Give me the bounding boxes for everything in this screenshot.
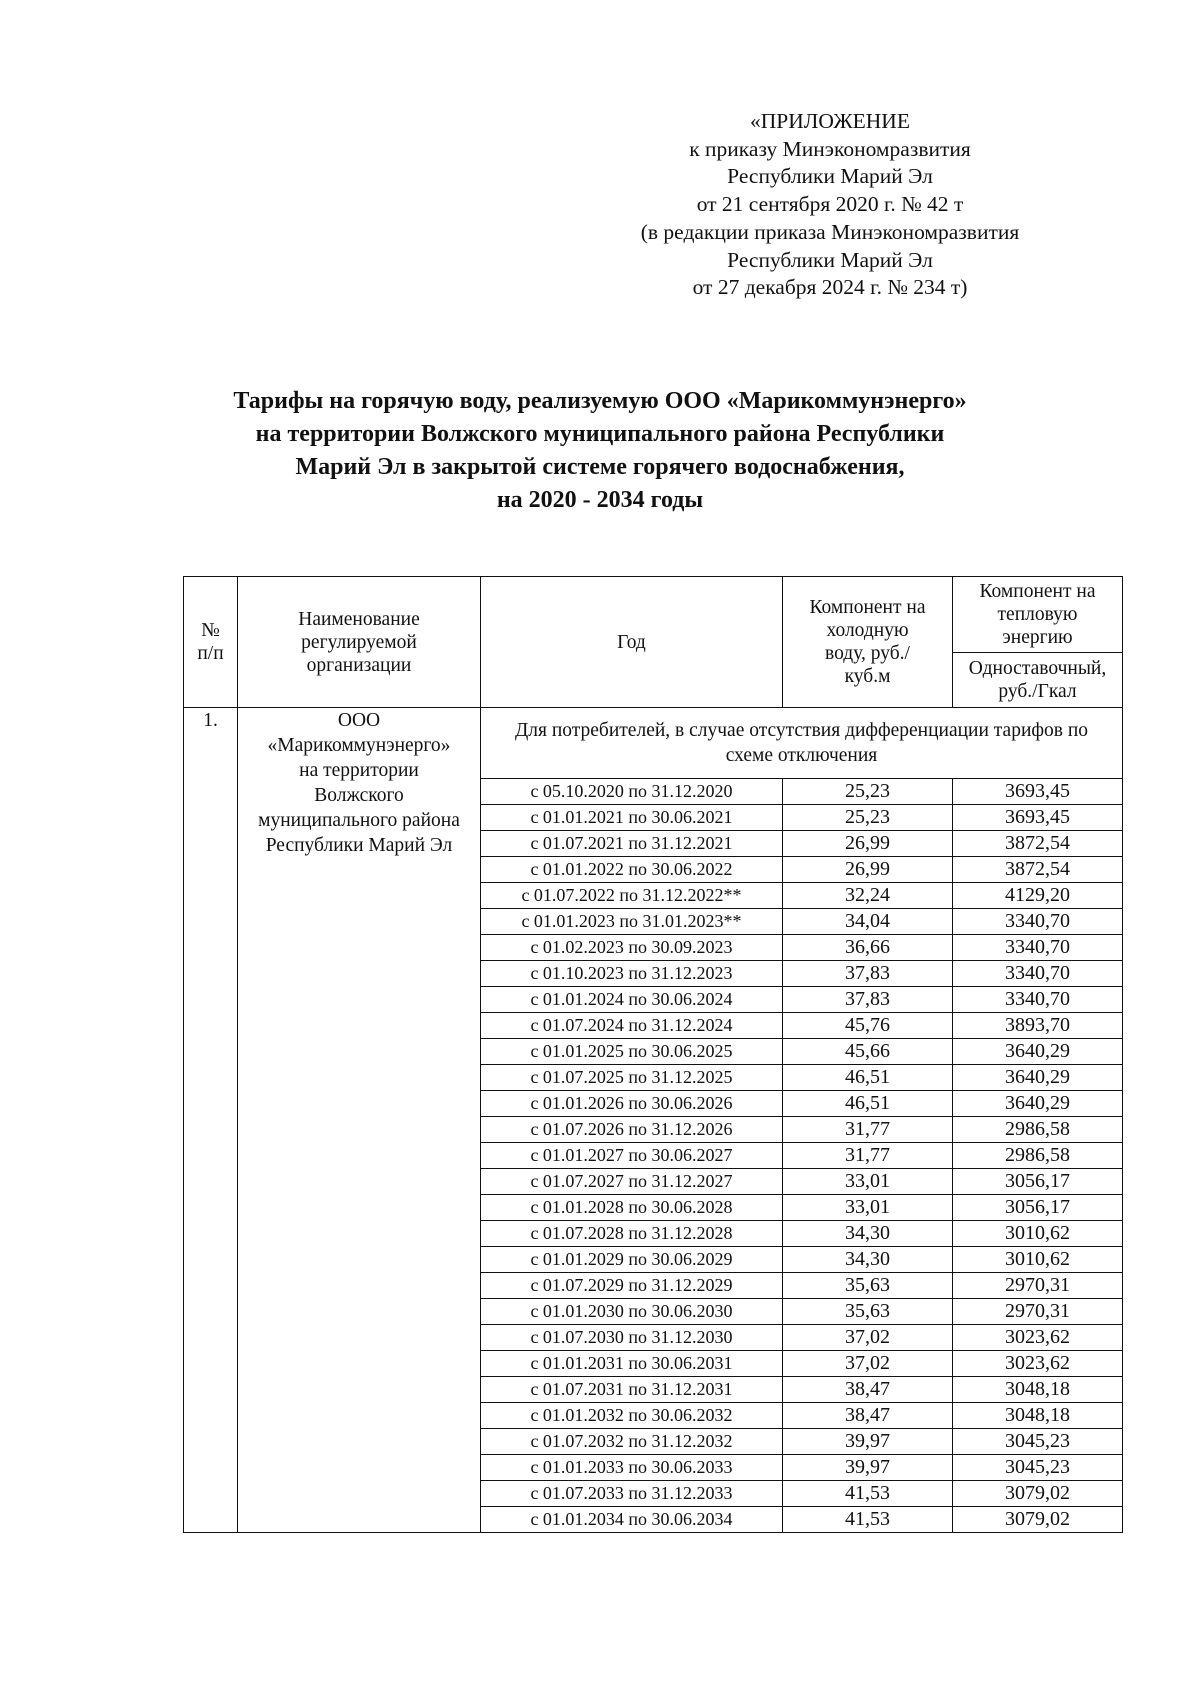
period-cell: с 01.10.2023 по 31.12.2023	[481, 961, 783, 987]
cold-water-cell: 37,83	[783, 961, 953, 987]
heat-energy-cell: 2986,58	[953, 1143, 1123, 1169]
cold-water-cell: 34,04	[783, 909, 953, 935]
consumers-note: Для потребителей, в случае отсутствия дифференциации тарифов по схеме отключения	[481, 708, 1123, 779]
period-cell: с 01.01.2024 по 30.06.2024	[481, 987, 783, 1013]
appendix-line: от 27 декабря 2024 г. № 234 т)	[692, 275, 968, 300]
period-cell: с 05.10.2020 по 31.12.2020	[481, 779, 783, 805]
cold-water-cell: 25,23	[783, 805, 953, 831]
cold-water-cell: 33,01	[783, 1195, 953, 1221]
header-cold-component: Компонент на холодную воду, руб./куб.м	[783, 577, 953, 708]
period-cell: с 01.01.2023 по 31.01.2023**	[481, 909, 783, 935]
heat-energy-cell: 3640,29	[953, 1039, 1123, 1065]
heat-energy-cell: 3693,45	[953, 805, 1123, 831]
row-number: 1.	[184, 708, 238, 1533]
title-line: Тарифы на горячую воду, реализуемую ООО «Марикоммунэнерго»	[233, 388, 967, 414]
period-cell: с 01.07.2030 по 31.12.2030	[481, 1325, 783, 1351]
period-cell: с 01.01.2033 по 30.06.2033	[481, 1455, 783, 1481]
cold-water-cell: 37,02	[783, 1325, 953, 1351]
heat-energy-cell: 3045,23	[953, 1429, 1123, 1455]
tariff-table	[183, 576, 1123, 1533]
cold-water-cell: 35,63	[783, 1299, 953, 1325]
heat-energy-cell: 3023,62	[953, 1351, 1123, 1377]
cold-water-cell: 38,47	[783, 1377, 953, 1403]
cold-water-cell: 45,76	[783, 1013, 953, 1039]
period-cell: с 01.07.2028 по 31.12.2028	[481, 1221, 783, 1247]
period-cell: с 01.07.2022 по 31.12.2022**	[481, 883, 783, 909]
cold-water-cell: 26,99	[783, 857, 953, 883]
heat-energy-cell: 2970,31	[953, 1299, 1123, 1325]
cold-water-cell: 37,83	[783, 987, 953, 1013]
period-cell: с 01.07.2027 по 31.12.2027	[481, 1169, 783, 1195]
cold-water-cell: 35,63	[783, 1273, 953, 1299]
heat-energy-cell: 3023,62	[953, 1325, 1123, 1351]
heat-energy-cell: 3340,70	[953, 909, 1123, 935]
heat-energy-cell: 2970,31	[953, 1273, 1123, 1299]
heat-energy-cell: 3056,17	[953, 1169, 1123, 1195]
heat-energy-cell: 3340,70	[953, 987, 1123, 1013]
heat-energy-cell: 3010,62	[953, 1247, 1123, 1273]
cold-water-cell: 31,77	[783, 1117, 953, 1143]
period-cell: с 01.01.2031 по 30.06.2031	[481, 1351, 783, 1377]
heat-energy-cell: 3872,54	[953, 831, 1123, 857]
heat-energy-cell: 3079,02	[953, 1507, 1123, 1533]
cold-water-cell: 39,97	[783, 1429, 953, 1455]
heat-energy-cell: 3340,70	[953, 961, 1123, 987]
period-cell: с 01.01.2032 по 30.06.2032	[481, 1403, 783, 1429]
period-cell: с 01.07.2033 по 31.12.2033	[481, 1481, 783, 1507]
heat-energy-cell: 3048,18	[953, 1377, 1123, 1403]
period-cell: с 01.07.2026 по 31.12.2026	[481, 1117, 783, 1143]
heat-energy-cell: 3893,70	[953, 1013, 1123, 1039]
period-cell: с 01.01.2021 по 30.06.2021	[481, 805, 783, 831]
period-cell: с 01.01.2027 по 30.06.2027	[481, 1143, 783, 1169]
appendix-line: Республики Марий Эл	[727, 164, 933, 189]
cold-water-cell: 31,77	[783, 1143, 953, 1169]
period-cell: с 01.07.2031 по 31.12.2031	[481, 1377, 783, 1403]
heat-energy-cell: 3079,02	[953, 1481, 1123, 1507]
cold-water-cell: 41,53	[783, 1481, 953, 1507]
period-cell: с 01.01.2029 по 30.06.2029	[481, 1247, 783, 1273]
heat-energy-cell: 2986,58	[953, 1117, 1123, 1143]
header-num: № п/п	[184, 577, 238, 708]
appendix-line: «ПРИЛОЖЕНИЕ	[750, 109, 910, 133]
heat-energy-cell: 3640,29	[953, 1091, 1123, 1117]
period-cell: с 01.01.2028 по 30.06.2028	[481, 1195, 783, 1221]
period-cell: с 01.07.2021 по 31.12.2021	[481, 831, 783, 857]
appendix-line: к приказу Минэкономразвития	[689, 136, 971, 161]
period-cell: с 01.01.2025 по 30.06.2025	[481, 1039, 783, 1065]
period-cell: с 01.07.2024 по 31.12.2024	[481, 1013, 783, 1039]
period-cell: с 01.07.2029 по 31.12.2029	[481, 1273, 783, 1299]
heat-energy-cell: 4129,20	[953, 883, 1123, 909]
header-year: Год	[481, 577, 783, 708]
period-cell: с 01.02.2023 по 30.09.2023	[481, 935, 783, 961]
heat-energy-cell: 3056,17	[953, 1195, 1123, 1221]
cold-water-cell: 32,24	[783, 883, 953, 909]
header-heat-single-rate: Одноставочный, руб./Гкал	[953, 653, 1123, 708]
cold-water-cell: 46,51	[783, 1091, 953, 1117]
heat-energy-cell: 3340,70	[953, 935, 1123, 961]
cold-water-cell: 39,97	[783, 1455, 953, 1481]
heat-energy-cell: 3045,23	[953, 1455, 1123, 1481]
appendix-line: Республики Марий Эл	[727, 247, 933, 272]
title-line: на 2020 - 2034 годы	[496, 487, 704, 513]
header-organization: Наименование регулируемой организации	[238, 577, 481, 708]
organization-name: ООО «Марикоммунэнерго» на территории Волжского муниципального района Республики Марий Эл	[238, 708, 481, 1533]
period-cell: с 01.01.2026 по 30.06.2026	[481, 1091, 783, 1117]
title-line: на территории Волжского муниципального района Республики	[255, 421, 945, 447]
cold-water-cell: 33,01	[783, 1169, 953, 1195]
period-cell: с 01.07.2025 по 31.12.2025	[481, 1065, 783, 1091]
appendix-line: (в редакции приказа Минэкономразвития	[640, 219, 1020, 244]
cold-water-cell: 26,99	[783, 831, 953, 857]
period-cell: с 01.01.2030 по 30.06.2030	[481, 1299, 783, 1325]
cold-water-cell: 46,51	[783, 1065, 953, 1091]
heat-energy-cell: 3640,29	[953, 1065, 1123, 1091]
cold-water-cell: 25,23	[783, 779, 953, 805]
cold-water-cell: 36,66	[783, 935, 953, 961]
appendix-line: от 21 сентября 2020 г. № 42 т	[696, 192, 964, 217]
header-heat-component: Компонент на тепловую энергию	[953, 577, 1123, 653]
heat-energy-cell: 3693,45	[953, 779, 1123, 805]
period-cell: с 01.01.2022 по 30.06.2022	[481, 857, 783, 883]
cold-water-cell: 38,47	[783, 1403, 953, 1429]
cold-water-cell: 34,30	[783, 1247, 953, 1273]
period-cell: с 01.07.2032 по 31.12.2032	[481, 1429, 783, 1455]
document-title	[150, 385, 1050, 517]
period-cell: с 01.01.2034 по 30.06.2034	[481, 1507, 783, 1533]
heat-energy-cell: 3048,18	[953, 1403, 1123, 1429]
cold-water-cell: 45,66	[783, 1039, 953, 1065]
heat-energy-cell: 3872,54	[953, 857, 1123, 883]
title-line: Марий Эл в закрытой системе горячего водоснабжения,	[295, 454, 905, 480]
heat-energy-cell: 3010,62	[953, 1221, 1123, 1247]
cold-water-cell: 41,53	[783, 1507, 953, 1533]
appendix-header	[560, 108, 1100, 302]
cold-water-cell: 34,30	[783, 1221, 953, 1247]
cold-water-cell: 37,02	[783, 1351, 953, 1377]
